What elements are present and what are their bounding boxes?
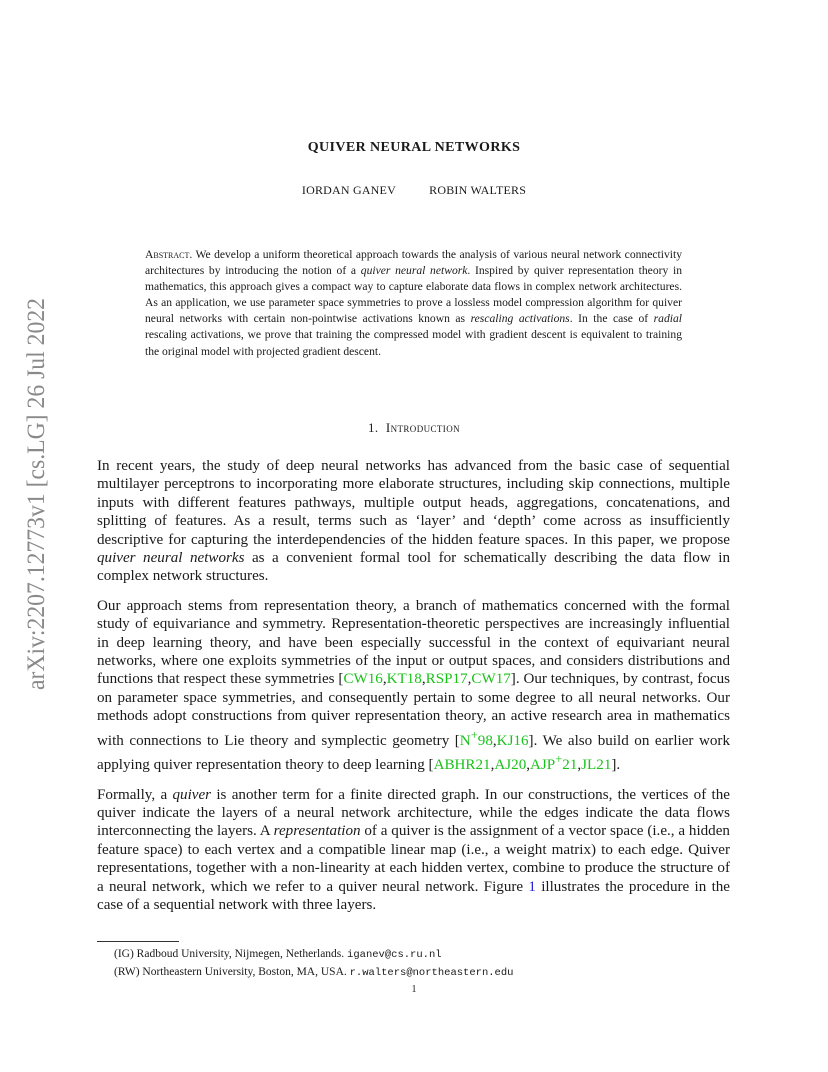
author-name: ROBIN WALTERS xyxy=(429,183,527,197)
paragraph-emphasis: quiver xyxy=(172,786,212,803)
footnotes xyxy=(114,946,734,981)
abstract-text: rescaling activations, we prove that training the compressed model with gradient descent is equivalent to training the original model with projected gradient descent. xyxy=(145,328,682,358)
footnote xyxy=(114,964,734,982)
author-name: IORDAN GANEV xyxy=(301,183,396,197)
abstract-text: . Inspired by quiver representation theory in mathematics, this approach gives a compact way to capture elaborate data flows in complex network architectures. As an application, we use parameter space symmetries to prove a lossless model compression algorithm for quiver neural networks with certain non-pointwise activations known as xyxy=(145,264,683,326)
abstract-emphasis: quiver neural network xyxy=(360,264,468,278)
citation-link[interactable]: RSP17 xyxy=(425,671,468,688)
abstract-emphasis: rescaling activations xyxy=(470,312,570,326)
footnote xyxy=(114,946,734,964)
figure-ref-link[interactable]: 1 xyxy=(528,878,536,895)
paragraph-emphasis: representation xyxy=(273,823,361,840)
section-title: Introduction xyxy=(385,420,460,435)
citation-text: N xyxy=(459,732,471,749)
citation-text: 98 xyxy=(477,732,493,749)
abstract-emphasis: radial xyxy=(653,312,682,326)
citation-text: 21 xyxy=(562,757,578,774)
citation-link[interactable]: ABHR21 xyxy=(433,757,491,774)
paragraph-text: is another term for a finite directed graph. In our constructions, the vertices of the quiver indicate the layers of a neural network architecture, while the edges indicate the data flows interconnecting the layers. A xyxy=(97,786,730,840)
paragraph xyxy=(97,457,730,586)
paragraph-text: In recent years, the study of deep neural networks has advanced from the basic case of sequential multilayer perceptrons to incorporating more elaborate structures, including skip connections, multiple inputs with different features pathways, multiple output heads, aggregations, concatenations, and splitting of features. As a result, terms such as ‘layer’ and ‘depth’ come across as insufficiently descriptive for capturing the interdependencies of the hidden feature spaces. In this paper, we propose xyxy=(97,458,730,548)
author-list xyxy=(0,183,828,198)
paragraph-text: illustrates the procedure in the case of a sequential network with three layers. xyxy=(97,878,731,913)
paragraph-text: ]. xyxy=(611,757,621,774)
section-heading xyxy=(0,420,828,436)
footnote-text: (RW) Northeastern University, Boston, MA, USA. xyxy=(114,965,350,978)
paragraph-emphasis: quiver neural networks xyxy=(97,550,245,567)
page-number: 1 xyxy=(411,984,417,995)
citation-link[interactable] xyxy=(459,727,493,749)
paragraph-text: as a convenient formal tool for schematically describing the data flow in complex network structures. xyxy=(97,550,730,585)
paragraph-text: ]. We also build on earlier work applying quiver representation theory to deep learning [ xyxy=(97,732,730,774)
body-text xyxy=(97,457,730,925)
arxiv-id: arXiv:2207.12773v1 [cs.LG] 26 Jul 2022 xyxy=(23,298,50,690)
citation-superscript: + xyxy=(470,727,478,742)
paper-title: QUIVER NEURAL NETWORKS xyxy=(307,140,521,155)
arxiv-stamp xyxy=(8,298,58,693)
paragraph-text: of a quiver is the assignment of a vector space (i.e., a hidden feature space) to each vertex and a compatible linear map (i.e., a weight matrix) to each edge. Quiver representations, together with a non-linearity at each hidden vertex, combine to produce the structure of a neural network, which we refer to a quiver neural network. Figure xyxy=(97,823,730,895)
abstract-text: . In the case of xyxy=(569,312,654,326)
abstract-label: Abstract. xyxy=(145,248,193,261)
citation-superscript: + xyxy=(555,752,563,767)
email-link[interactable]: iganev@cs.ru.nl xyxy=(347,949,442,961)
citation-link[interactable]: KT18 xyxy=(386,671,422,688)
citation-link[interactable]: CW17 xyxy=(471,671,511,688)
paragraph-text: ]. Our techniques, by contrast, focus on parameter space symmetries, and consequently pertain to some degree to all neural networks. Our methods adopt constructions from quiver representation theory, an active research area in mathematics with connections to Lie theory and symplectic geometry [ xyxy=(97,671,730,749)
citation-text: AJP xyxy=(530,757,556,774)
citation-link[interactable]: KJ16 xyxy=(496,732,529,749)
citation-link[interactable] xyxy=(530,752,578,774)
footnote-rule xyxy=(97,941,179,942)
paragraph-text: Formally, a xyxy=(97,786,173,803)
paragraph: Our approach stems from representation theory, a branch of mathematics concerned with the formal study of equivariance and symmetry. Representation-theoretic perspectives are increasingly influential in deep learning theory, and have been especially successful in the context of equivariant neural networks, where one exploits symmetries of the input or output spaces, and considers distributions and functions that respect these symmetries [CW16,KT18,RSP17,CW17]. Our techniques, by contrast, focus on parameter space symmetries, and consequently pertain to some degree to all neural networks. Our methods adopt constructions from quiver representation theory, an active research area in mathematics with connections to Lie theory and symplectic geometry [N+98,KJ16]. We also build on earlier work applying quiver representation theory to deep learning [ABHR21,AJ20,AJP+21,JL21]. xyxy=(97,597,730,774)
paragraph xyxy=(97,786,730,915)
section-number: 1. xyxy=(368,420,379,435)
paragraph-text: Our approach stems from representation theory, a branch of mathematics concerned with the formal study of equivariance and symmetry. Representation-theoretic perspectives are increasingly influential in deep learning theory, and have been especially successful in the context of equivariant neural networks, where one exploits symmetries of the input or output spaces, and considers distributions and functions that respect these symmetries [ xyxy=(97,597,730,688)
abstract-text: We develop a uniform theoretical approach towards the analysis of various neural network connectivity architectures by introducing the notion of a xyxy=(145,248,682,278)
citation-link[interactable]: JL21 xyxy=(581,757,612,774)
citation-link[interactable]: CW16 xyxy=(343,671,383,688)
footnote-text: (IG) Radboud University, Nijmegen, Netherlands. xyxy=(114,948,348,960)
citation-link[interactable]: AJ20 xyxy=(494,757,527,774)
email-link[interactable]: r.walters@northeastern.edu xyxy=(349,966,514,979)
abstract xyxy=(145,247,682,360)
